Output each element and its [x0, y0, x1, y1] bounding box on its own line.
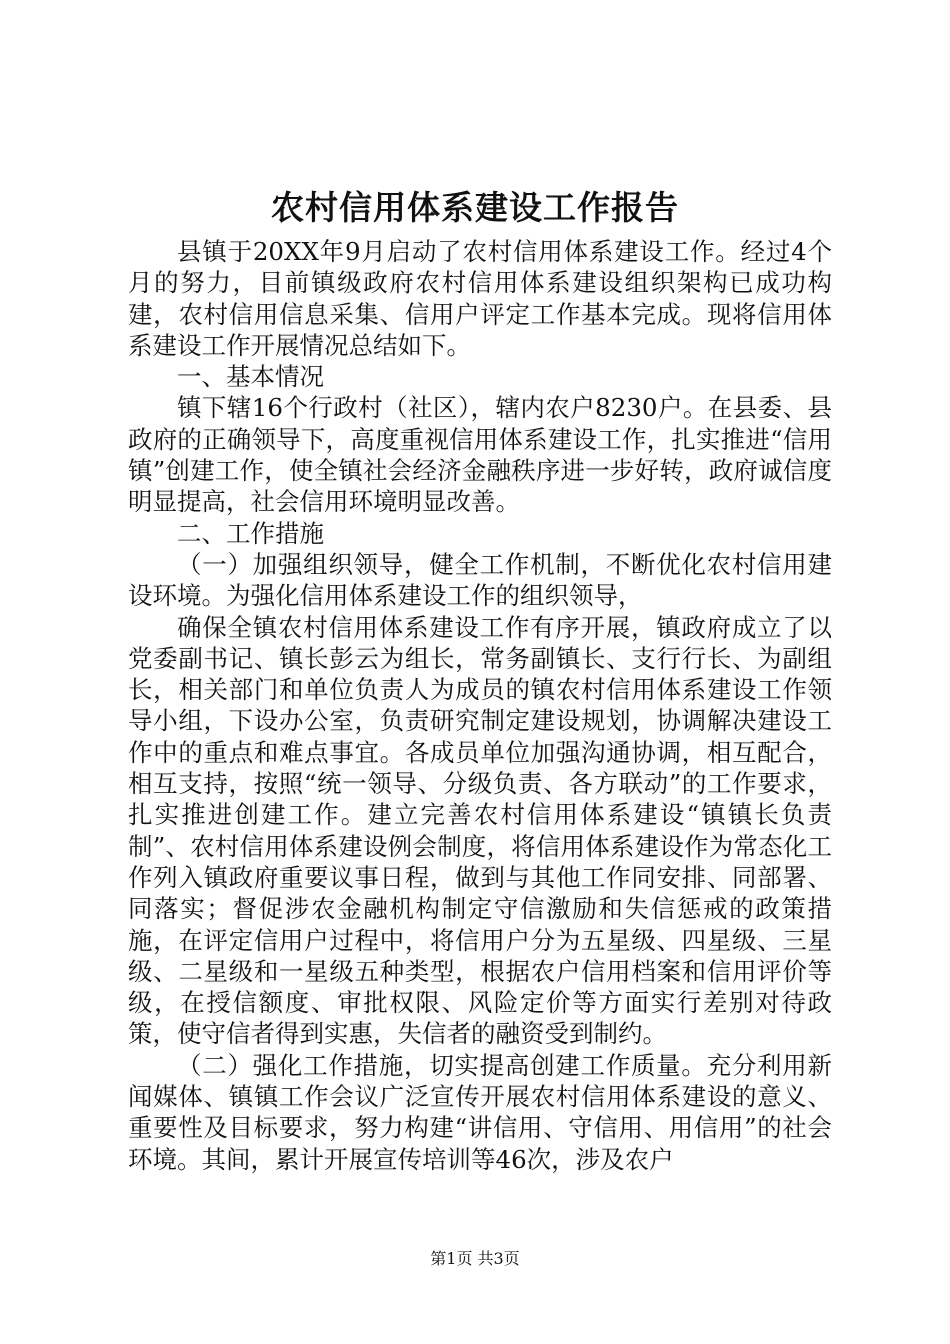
- paragraph-measure-2: （二）强化工作措施，切实提高创建工作质量。充分利用新闻媒体、镇镇工作会议广泛宣传开展农村信用体系建设的意义、重要性及目标要求，努力构建“讲信用、守信用、用信用”的社会环境。其间，累计开展宣传培训等46次，涉及农户: [128, 1050, 832, 1174]
- document-body: [128, 236, 832, 1175]
- page-footer: 第1页 共3页: [430, 1249, 520, 1268]
- paragraph-measure-1-intro: （一）加强组织领导，健全工作机制，不断优化农村信用建设环境。为强化信用体系建设工作的组织领导，: [128, 549, 832, 611]
- section-heading-work-measures: 二、工作措施: [177, 518, 324, 548]
- paragraph-measure-1-detail: 确保全镇农村信用体系建设工作有序开展，镇政府成立了以党委副书记、镇长彭云为组长，常务副镇长、支行行长、为副组长，相关部门和单位负责人为成员的镇农村信用体系建设工作领导小组，下设办公室，负责研究制定建设规划，协调解决建设工作中的重点和难点事宜。各成员单位加强沟通协调，相互配合，相互支持，按照“统一领导、分级负责、各方联动”的工作要求，扎实推进创建工作。建立完善农村信用体系建设“镇镇长负责制”、农村信用体系建设例会制度，将信用体系建设作为常态化工作列入镇政府重要议事日程，做到与其他工作同安排、同部署、同落实；督促涉农金融机构制定守信激励和失信惩戒的政策措施，在评定信用户过程中，将信用户分为五星级、四星级、三星级、二星级和一星级五种类型，根据农户信用档案和信用评价等级，在授信额度、审批权限、风险定价等方面实行差别对待政策，使守信者得到实惠，失信者的融资受到制约。: [128, 612, 832, 1049]
- paragraph-basic-situation: 镇下辖16个行政村（社区），辖内农户8230户。在县委、县政府的正确领导下，高度重视信用体系建设工作，扎实推进“信用镇”创建工作，使全镇社会经济金融秩序进一步好转，政府诚信度明显提高，社会信用环境明显改善。: [128, 393, 832, 517]
- section-heading-basic-situation: 一、基本情况: [177, 362, 324, 392]
- paragraph-intro: 县镇于20XX年9月启动了农村信用体系建设工作。经过4个月的努力，目前镇级政府农村信用体系建设组织架构已成功构建，农村信用信息采集、信用户评定工作基本完成。现将信用体系建设工作开展情况总结如下。: [128, 237, 832, 360]
- document-title: 农村信用体系建设工作报告: [271, 188, 679, 227]
